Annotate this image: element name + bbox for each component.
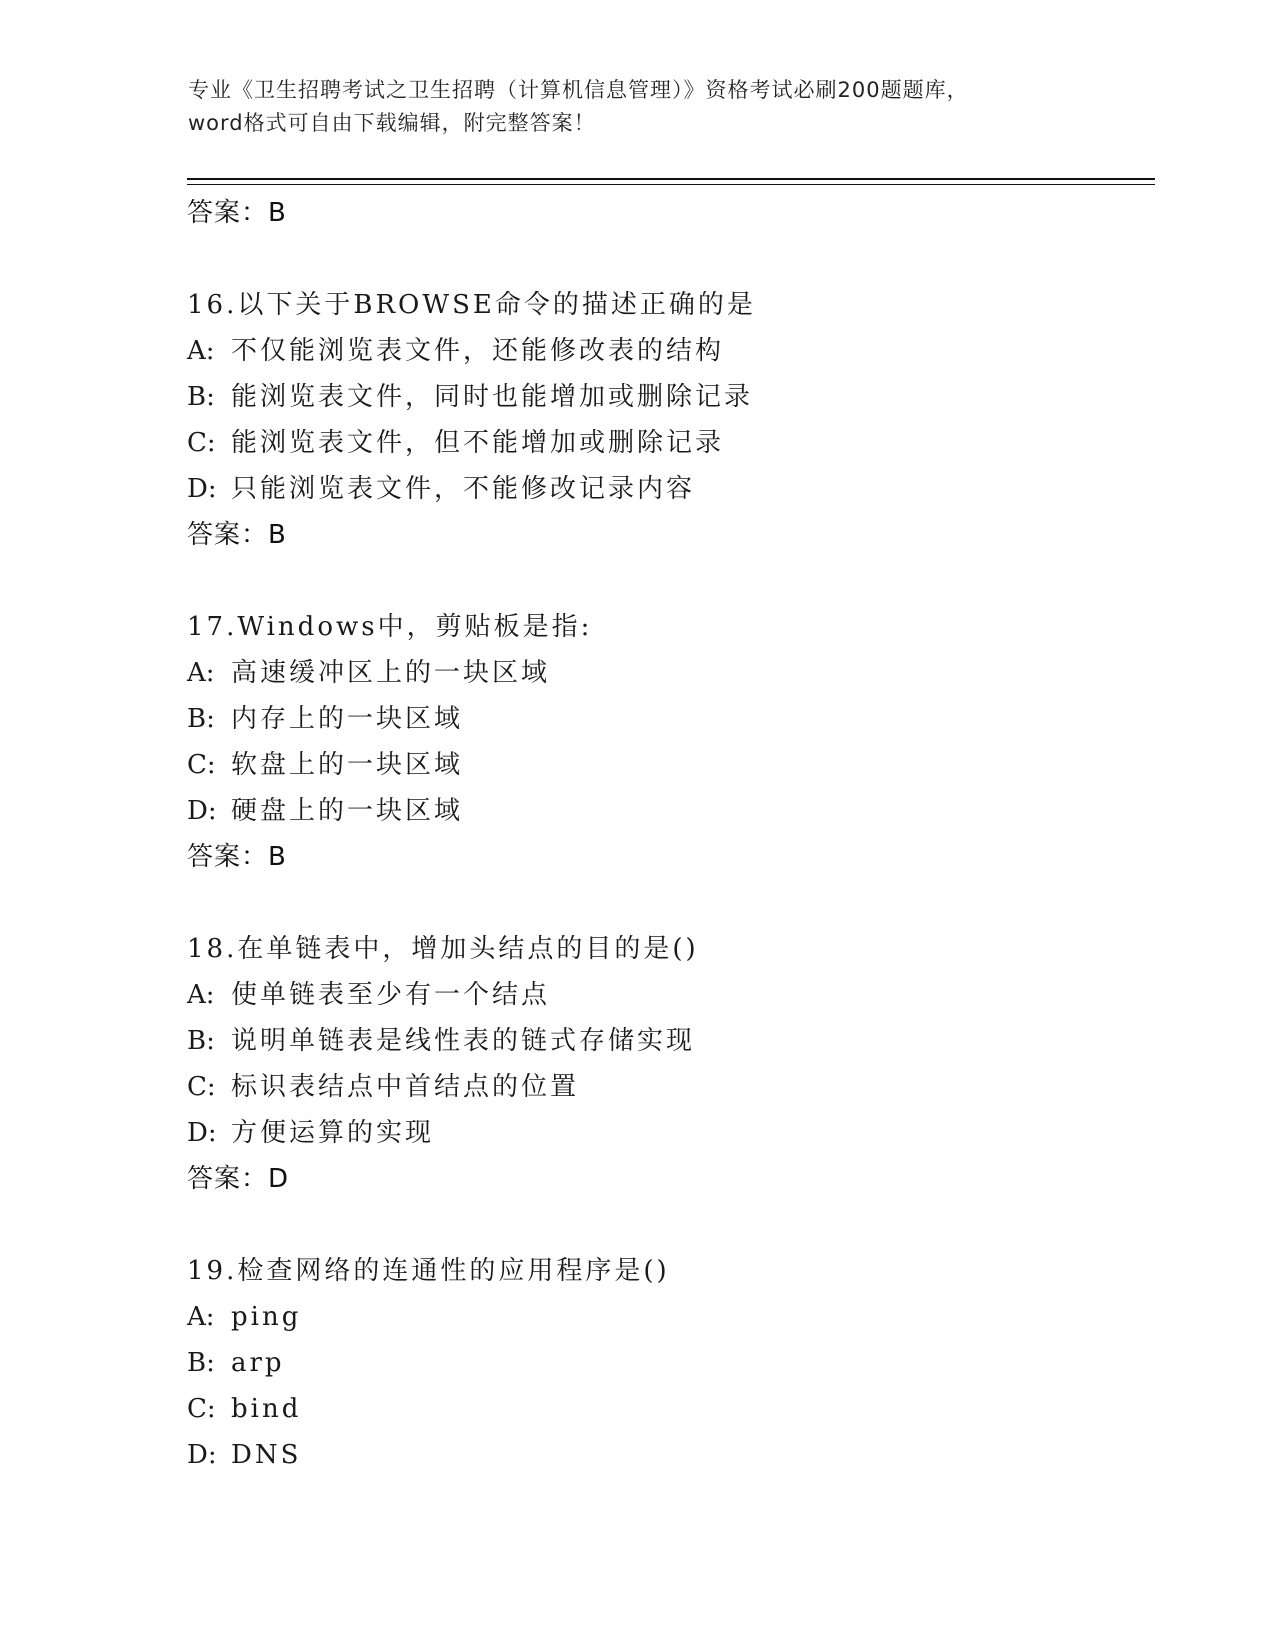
option-letter: A: — [187, 980, 215, 1010]
option-text: bind — [231, 1394, 302, 1424]
option-a — [187, 1294, 1147, 1340]
option-text: 使单链表至少有一个结点 — [231, 980, 551, 1010]
option-letter: C: — [187, 1394, 216, 1424]
option-text: ping — [231, 1302, 302, 1332]
option-text: 只能浏览表文件，不能修改记录内容 — [231, 474, 696, 504]
option-text: 高速缓冲区上的一块区域 — [231, 658, 551, 688]
option-a — [187, 328, 1147, 374]
option-letter: D: — [187, 1440, 217, 1470]
option-letter: D: — [187, 1118, 217, 1148]
option-text: 能浏览表文件，但不能增加或删除记录 — [231, 428, 725, 458]
option-d — [187, 466, 1147, 512]
answer-line: 答案：B — [187, 520, 287, 550]
block-spacer — [187, 236, 1147, 282]
option-text: DNS — [231, 1440, 302, 1470]
question-text: 16.以下关于BROWSE命令的描述正确的是 — [187, 290, 756, 320]
question-block-16 — [187, 282, 1147, 558]
header-line-1: 专业《卫生招聘考试之卫生招聘（计算机信息管理）》资格考试必刷200题题库， — [188, 78, 969, 102]
option-text: 不仅能浏览表文件，还能修改表的结构 — [231, 336, 725, 366]
option-text: 方便运算的实现 — [231, 1118, 435, 1148]
option-d — [187, 788, 1147, 834]
option-a — [187, 650, 1147, 696]
option-text: 说明单链表是线性表的链式存储实现 — [231, 1026, 696, 1056]
option-text: arp — [231, 1348, 285, 1378]
option-letter: B: — [187, 704, 215, 734]
question-text: 18.在单链表中，增加头结点的目的是() — [187, 934, 699, 964]
option-letter: A: — [187, 658, 215, 688]
option-b — [187, 696, 1147, 742]
option-b — [187, 1018, 1147, 1064]
option-a — [187, 972, 1147, 1018]
option-letter: B: — [187, 382, 215, 412]
option-text: 能浏览表文件，同时也能增加或删除记录 — [231, 382, 754, 412]
option-letter: D: — [187, 474, 217, 504]
option-text: 内存上的一块区域 — [231, 704, 464, 734]
option-letter: C: — [187, 1072, 216, 1102]
document-header — [188, 74, 1088, 140]
header-rule-thick — [187, 178, 1155, 180]
option-c — [187, 1386, 1147, 1432]
answer-line: 答案：B — [187, 842, 287, 872]
option-letter: B: — [187, 1348, 215, 1378]
option-letter: C: — [187, 750, 216, 780]
question-block-17 — [187, 604, 1147, 880]
question-text: 19.检查网络的连通性的应用程序是() — [187, 1256, 670, 1286]
answer-line: 答案：D — [187, 1164, 290, 1194]
option-b — [187, 1340, 1147, 1386]
answer-line: 答案：B — [187, 198, 287, 228]
option-letter: D: — [187, 796, 217, 826]
question-list — [187, 190, 1147, 1478]
option-c — [187, 1064, 1147, 1110]
block-spacer — [187, 1202, 1147, 1248]
option-text: 软盘上的一块区域 — [231, 750, 464, 780]
question-block-19 — [187, 1248, 1147, 1478]
option-d — [187, 1432, 1147, 1478]
question-block-18 — [187, 926, 1147, 1202]
option-text: 硬盘上的一块区域 — [231, 796, 464, 826]
option-letter: C: — [187, 428, 216, 458]
option-c — [187, 420, 1147, 466]
option-letter: A: — [187, 336, 215, 366]
block-spacer — [187, 880, 1147, 926]
header-rule-thin — [187, 184, 1155, 185]
option-b — [187, 374, 1147, 420]
option-letter: B: — [187, 1026, 215, 1056]
option-text: 标识表结点中首结点的位置 — [231, 1072, 580, 1102]
block-spacer — [187, 558, 1147, 604]
option-letter: A: — [187, 1302, 215, 1332]
question-text: 17.Windows中，剪贴板是指: — [187, 612, 593, 642]
option-c — [187, 742, 1147, 788]
option-d — [187, 1110, 1147, 1156]
header-line-2: word格式可自由下载编辑，附完整答案！ — [188, 111, 596, 135]
